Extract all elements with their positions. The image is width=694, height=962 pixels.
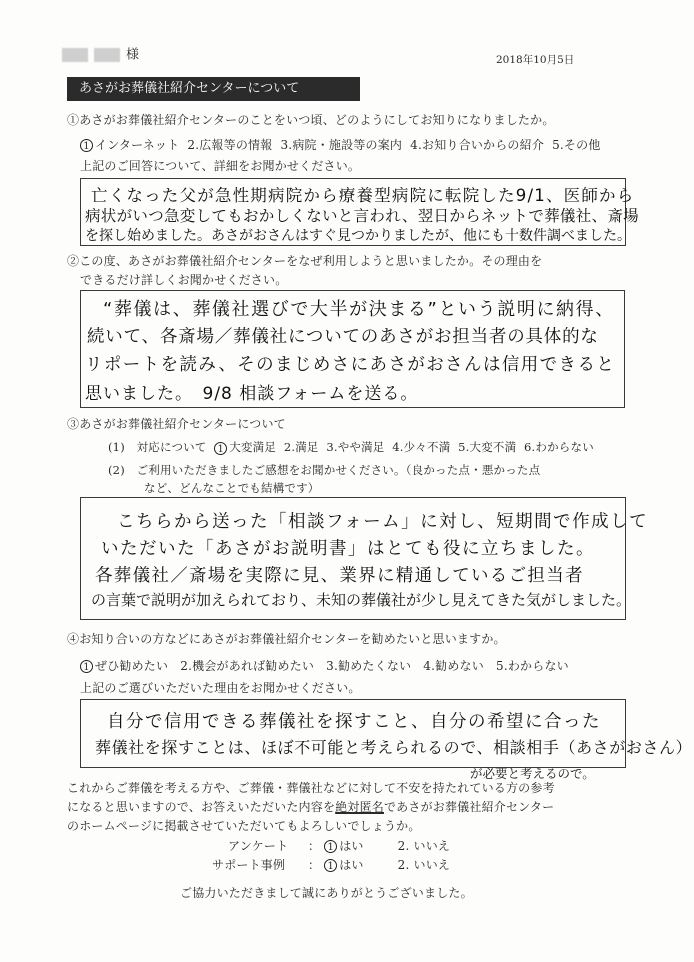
q4-option-3: 勧めたくない xyxy=(338,659,412,673)
q4-option-1: ぜひ勧めたい xyxy=(95,659,169,673)
q3-option-3-num: 3. xyxy=(326,440,338,454)
q3-answer-box xyxy=(80,497,649,620)
consent-row-support xyxy=(212,858,450,872)
redacted-name xyxy=(62,48,88,62)
q1-option-5-num: 5. xyxy=(552,138,564,152)
q1-option-2-num: 2. xyxy=(187,138,200,152)
q1-option-4: お知り合いからの紹介 xyxy=(422,138,545,152)
q4-option-3-num: 3. xyxy=(326,659,339,673)
q3-answer-line: の言葉で説明が加えられており、未知の葬儀社が少し見えてきた気がしました。 xyxy=(91,591,632,609)
consent-row-survey xyxy=(228,839,450,853)
consent-label: アンケート xyxy=(228,839,289,853)
q2-answer-box xyxy=(80,290,625,408)
q3-option-4-num: 4. xyxy=(392,440,404,454)
q1-answer-box xyxy=(80,178,639,246)
q1-option-4-num: 4. xyxy=(410,138,423,152)
q3-sub2-line1: (2) ご利用いただきましたご感想をお聞かせください。（良かった点・悪かった点 xyxy=(108,463,541,477)
section-title: あさがお葬儀社紹介センターについて xyxy=(79,81,300,96)
q3-answer-line: こちらから送った「相談フォーム」に対し、短期間で作成して xyxy=(117,512,649,532)
closing-line2 xyxy=(67,800,554,814)
consent-label: サポート事例 xyxy=(212,858,286,872)
q4-option-4-num: 4. xyxy=(423,659,436,673)
closing-line2-post: であさがお葬儀社紹介センター xyxy=(383,800,555,814)
q4-option-5: わからない xyxy=(507,659,569,673)
consent-yes-circled: 1 xyxy=(324,840,337,853)
q4-options xyxy=(80,659,569,673)
q4-answer-overflow: が必要と考えるので。 xyxy=(470,766,595,781)
q1-option-1: インターネット xyxy=(95,138,180,152)
q2-answer-line: “葬儀は、葬儀社選びで大半が決まる”という説明に納得、 xyxy=(103,299,615,320)
consent-yes: はい xyxy=(339,858,364,872)
closing-line3: のホームページに掲載させていただいてもよろしいでしょうか。 xyxy=(67,819,421,833)
q3-option-2: 満足 xyxy=(295,440,319,454)
recipient-name xyxy=(62,48,139,63)
q4-answer-line: 自分で信用できる葬儀社を探すこと、自分の希望に合った xyxy=(107,712,601,732)
q1-option-3: 病院・施設等の案内 xyxy=(292,138,403,152)
closing-line2-pre: になると思いますので、お答えいただいた内容を xyxy=(67,800,336,814)
consent-colon: ： xyxy=(308,858,321,872)
redacted-name xyxy=(94,48,120,62)
q3-sub1 xyxy=(108,440,594,455)
q4-option-5-num: 5. xyxy=(496,659,508,673)
q4-option-2-num: 2. xyxy=(180,659,193,673)
q1-option-5: その他 xyxy=(563,138,601,152)
q3-option-1-circled: 1 xyxy=(214,442,227,455)
closing-anonymous-emphasis: 絶対匿名 xyxy=(335,800,384,814)
q2-answer-line: 思いました。 9/8 相談フォームを送る。 xyxy=(85,384,419,404)
q1-option-1-circled: 1 xyxy=(80,139,93,152)
q4-detail-prompt: 上記のご選びいただいた理由をお聞かせください。 xyxy=(80,681,361,695)
q2-question-line2: できるだけ詳しくお聞かせください。 xyxy=(80,273,288,287)
q1-question: ①あさがお葬儀社紹介センターのことをいつ頃、どのようにしてお知りになりましたか。 xyxy=(67,113,555,127)
q2-answer-line: 続いて、各斎場／葬儀社についてのあさがお担当者の具体的な xyxy=(87,327,599,347)
q4-answer-line: 葬儀社を探すことは、ほぼ不可能と考えられるので、相談相手（あさがおさん） xyxy=(95,738,693,757)
q1-answer-line: を探し始めました。あさがおさんはすぐ見つかりましたが、他にも十数件調べました。 xyxy=(85,228,631,244)
consent-no: 2. いいえ xyxy=(397,839,451,853)
closing-line1: これからご葬儀を考える方や、ご葬儀・葬儀社などに対して不安を持たれている方の参考 xyxy=(67,781,555,795)
consent-no: 2. いいえ xyxy=(397,858,451,872)
q3-option-6: わからない xyxy=(535,440,594,454)
q3-option-5-num: 5. xyxy=(458,440,470,454)
q4-answer-box xyxy=(80,699,693,768)
q4-question: ④お知り合いの方などにあさがお葬儀社紹介センターを勧めたいと思いますか。 xyxy=(67,632,506,646)
consent-yes-circled: 1 xyxy=(324,859,337,872)
q2-answer-line: リポートを読み、そのまじめさにあさがおさんは信用できると xyxy=(85,355,616,375)
q3-option-4: 少々不満 xyxy=(403,440,451,454)
q1-answer-line: 病状がいつ急変してもおかしくないと言われ、翌日からネットで葬儀社、斎場 xyxy=(85,207,639,225)
q3-sub2-line2: など、どんなことでも結構です） xyxy=(144,481,320,495)
q1-detail-prompt: 上記のご回答について、詳細をお聞かせください。 xyxy=(80,159,361,173)
q3-answer-line: いただいた「あさがお説明書」はとても役に立ちました。 xyxy=(101,539,595,559)
thanks-message: ご協力いただきまして誠にありがとうございました。 xyxy=(180,886,473,900)
q3-question: ③あさがお葬儀社紹介センターについて xyxy=(67,417,286,431)
q1-option-3-num: 3. xyxy=(280,138,293,152)
q2-question-line1: ②この度、あさがお葬儀社紹介センターをなぜ利用しようと思いましたか。その理由を xyxy=(67,254,543,268)
consent-colon: ： xyxy=(308,839,321,853)
q4-option-2: 機会があれば勧めたい xyxy=(192,659,315,673)
q3-option-2-num: 2. xyxy=(283,440,296,454)
q3-option-1: 大変満足 xyxy=(229,440,277,454)
q4-option-1-circled: 1 xyxy=(80,660,93,673)
q1-option-2: 広報等の情報 xyxy=(199,138,273,152)
name-suffix: 様 xyxy=(126,47,140,63)
q3-answer-line: 各葬儀社／斎場を実際に見、業界に精通しているご担当者 xyxy=(95,566,584,586)
q1-answer-line: 亡くなった父が急性期病院から療養型病院に転院した9/1、医師から xyxy=(91,186,635,205)
q1-options xyxy=(80,138,601,152)
q3-option-6-num: 6. xyxy=(524,440,536,454)
survey-date: 2018年10月5日 xyxy=(496,54,575,66)
q3-option-3: やや満足 xyxy=(337,440,385,454)
q4-option-4: 勧めない xyxy=(435,659,484,673)
consent-yes: はい xyxy=(339,839,364,853)
q3-sub1-label: (1) 対応について xyxy=(108,440,207,454)
q3-option-5: 大変不満 xyxy=(469,440,517,454)
section-title-bar xyxy=(67,77,360,101)
